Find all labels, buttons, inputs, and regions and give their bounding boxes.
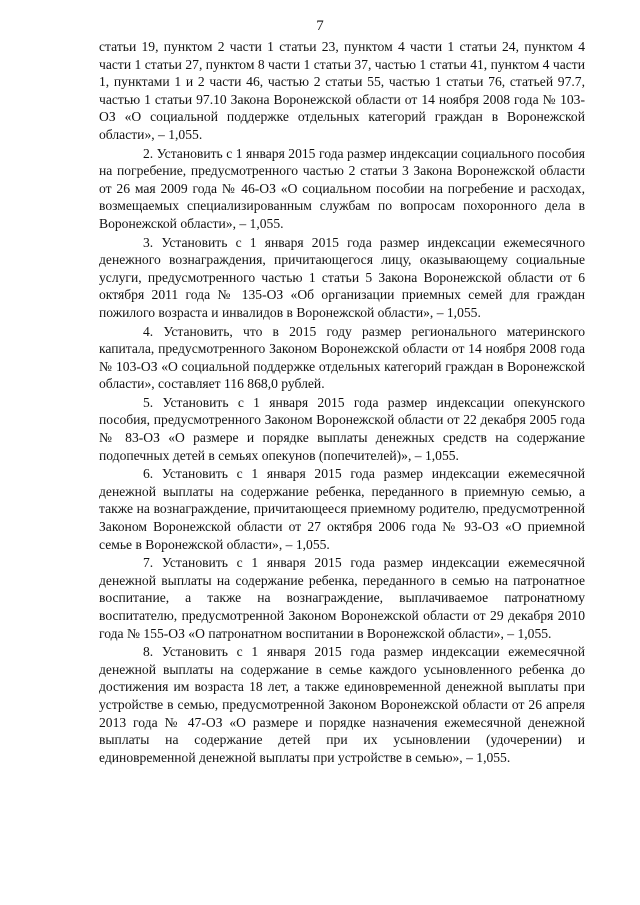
paragraph-item-4: 4. Установить, что в 2015 году размер регионального материнского капитала, предусмотренного Законом Воронежской области от 14 ноября 2008 года № 103-ОЗ «О социальной поддержке отдельных категорий граждан в Воронежской области», составляет 116 868,0 рублей.	[99, 323, 585, 392]
page-number: 7	[316, 18, 324, 34]
paragraph-item-2: 2. Установить с 1 января 2015 года размер индексации социального пособия на погребение, предусмотренного частью 2 статьи 3 Закона Воронежской области от 26 мая 2009 года № 46-ОЗ «О социальном пособии на погребение и расходах, возмещаемых специализированным службам по вопросам похоронного дела в Воронежской области», – 1,055.	[99, 145, 585, 231]
document-body	[99, 38, 585, 767]
paragraph-item-5: 5. Установить с 1 января 2015 года размер индексации опекунского пособия, предусмотренного Законом Воронежской области от 22 декабря 2005 года № 83-ОЗ «О размере и порядке выплаты денежных средств на содержание подопечных детей в семьях опекунов (попечителей)», – 1,055.	[99, 394, 585, 463]
paragraph-item-7: 7. Установить с 1 января 2015 года размер индексации ежемесячной денежной выплаты на содержание ребенка, переданного в семью на патронатное воспитание, а также на вознаграждение, выплачиваемое патронатному воспитателю, предусмотренной Законом Воронежской области от 29 декабря 2010 года № 155-ОЗ «О патронатном воспитании в Воронежской области», – 1,055.	[99, 555, 585, 641]
paragraph-item-6: 6. Установить с 1 января 2015 года размер индексации ежемесячной денежной выплаты на содержание ребенка, переданного в приемную семью, а также на вознаграждение, причитающееся приемному родителю, предусмотренной Законом Воронежской области от 27 октября 2006 года № 93-ОЗ «О приемной семье в Воронежской области», – 1,055.	[99, 466, 585, 552]
paragraph-item-3: 3. Установить с 1 января 2015 года размер индексации ежемесячного денежного вознаграждения, причитающегося лицу, оказывающему социальные услуги, предусмотренного частью 1 статьи 5 Закона Воронежской области от 6 октября 2011 года № 135-ОЗ «Об организации приемных семей для граждан пожилого возраста и инвалидов в Воронежской области», – 1,055.	[99, 234, 585, 320]
paragraph-item-8: 8. Установить с 1 января 2015 года размер индексации ежемесячной денежной выплаты на содержание в семье каждого усыновленного ребенка до достижения им возраста 18 лет, а также единовременной денежной выплаты при устройстве в семью, предусмотренной Законом Воронежской области от 26 апреля 2013 года № 47-ОЗ «О размере и порядке назначения ежемесячной денежной выплаты на содержание детей при их усыновлении (удочерении) и единовременной денежной выплаты при устройстве в семью», – 1,055.	[99, 644, 585, 765]
paragraph-continuation: статьи 19, пунктом 2 части 1 статьи 23, пунктом 4 части 1 статьи 24, пунктом 4 части 1 статьи 27, пунктом 8 части 1 статьи 37, частью 1 статьи 41, пунктом 4 части 1, пунктами 1 и 2 части 46, частью 2 статьи 55, частью 1 статьи 76, статьей 97.7, частью 1 статьи 97.10 Закона Воронежской области от 14 ноября 2008 года № 103-ОЗ «О социальной поддержке отдельных категорий граждан в Воронежской области», – 1,055.	[99, 39, 585, 142]
